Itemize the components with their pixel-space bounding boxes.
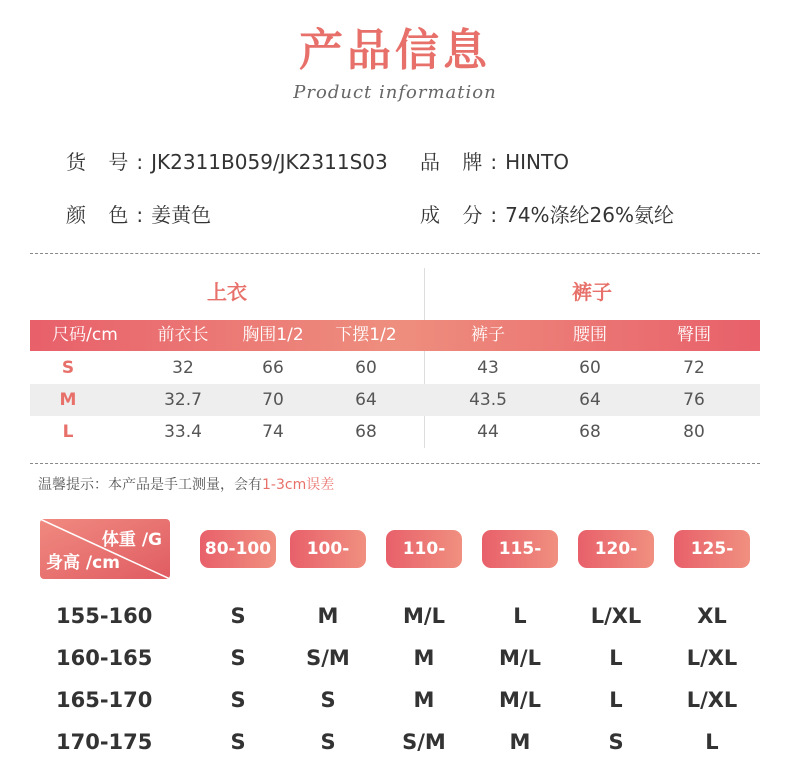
brand-info bbox=[420, 146, 569, 175]
col-header: 臀围 bbox=[677, 325, 711, 345]
recommended-size: S bbox=[230, 688, 246, 712]
sku-label: 货 号: bbox=[66, 150, 152, 174]
sku-info bbox=[66, 146, 388, 175]
recommended-size: S bbox=[230, 604, 246, 628]
recommended-size: M bbox=[413, 646, 435, 670]
table-cell: 72 bbox=[683, 358, 705, 378]
brand-label: 品 牌: bbox=[420, 150, 506, 174]
recommended-size: L bbox=[705, 730, 719, 754]
sku-value: JK2311B059/JK2311S03 bbox=[151, 150, 388, 174]
recommended-size: S bbox=[320, 688, 336, 712]
height-range-label: 160-165 bbox=[56, 646, 153, 670]
weight-range-pill: 100-110 bbox=[290, 530, 366, 568]
table-cell: 68 bbox=[355, 422, 377, 442]
table-cell: 60 bbox=[579, 358, 601, 378]
table-cell: 68 bbox=[579, 422, 601, 442]
measurement-note bbox=[38, 474, 334, 494]
page-subtitle: Product information bbox=[293, 82, 497, 103]
weight-range-pill: 125-135 bbox=[674, 530, 750, 568]
recommended-size: M bbox=[509, 730, 531, 754]
table-cell: 43.5 bbox=[469, 390, 507, 410]
recommended-size: L bbox=[609, 646, 623, 670]
recommended-size: M bbox=[413, 688, 435, 712]
weight-range-pill: 120-125 bbox=[578, 530, 654, 568]
height-axis-label: 身高 /cm bbox=[46, 553, 120, 573]
table-cell: 32.7 bbox=[164, 390, 202, 410]
table-cell: 64 bbox=[579, 390, 601, 410]
table-cell: 74 bbox=[262, 422, 284, 442]
table-cell: 32 bbox=[172, 358, 194, 378]
recommended-size: L bbox=[513, 604, 527, 628]
divider-bottom bbox=[30, 463, 760, 464]
table-cell: 44 bbox=[477, 422, 499, 442]
col-header: 裤子 bbox=[471, 325, 505, 345]
brand-value: HINTO bbox=[505, 150, 569, 174]
weight-range-pill: 80-100 bbox=[200, 530, 276, 568]
recommended-size: L bbox=[609, 688, 623, 712]
weight-axis-label: 体重 /G bbox=[101, 530, 162, 550]
table-cell: 33.4 bbox=[164, 422, 202, 442]
divider-top bbox=[30, 253, 760, 254]
material-label: 成 分: bbox=[420, 203, 506, 227]
weight-range-pill: 110-115 bbox=[386, 530, 462, 568]
size-label: M bbox=[59, 390, 77, 410]
height-range-label: 155-160 bbox=[56, 604, 153, 628]
note-highlight: 1-3cm误差 bbox=[262, 477, 335, 493]
color-info bbox=[66, 199, 211, 228]
col-header: 尺码/cm bbox=[52, 325, 118, 345]
page-title: 产品信息 bbox=[299, 25, 491, 76]
material-value: 74%涤纶26%氨纶 bbox=[505, 203, 675, 227]
recommended-size: S bbox=[230, 646, 246, 670]
size-label: L bbox=[62, 422, 74, 442]
height-range-label: 165-170 bbox=[56, 688, 153, 712]
recommended-size: S/M bbox=[402, 730, 446, 754]
table-cell: 80 bbox=[683, 422, 705, 442]
size-label: S bbox=[61, 358, 75, 378]
top-section-title: 上衣 bbox=[207, 280, 247, 304]
weight-range-pill: 115-120 bbox=[482, 530, 558, 568]
fit-table-corner bbox=[40, 519, 170, 579]
recommended-size: L/XL bbox=[686, 688, 738, 712]
recommended-size: M/L bbox=[403, 604, 445, 628]
table-cell: 64 bbox=[355, 390, 377, 410]
table-cell: 43 bbox=[477, 358, 499, 378]
recommended-size: S bbox=[608, 730, 624, 754]
recommended-size: L/XL bbox=[590, 604, 642, 628]
recommended-size: S/M bbox=[306, 646, 350, 670]
table-cell: 70 bbox=[262, 390, 284, 410]
recommended-size: S bbox=[320, 730, 336, 754]
pants-section-title: 裤子 bbox=[572, 280, 612, 304]
col-header: 腰围 bbox=[573, 325, 607, 345]
recommended-size: S bbox=[230, 730, 246, 754]
recommended-size: M/L bbox=[499, 646, 541, 670]
col-header: 前衣长 bbox=[157, 325, 209, 345]
table-cell: 60 bbox=[355, 358, 377, 378]
height-range-label: 170-175 bbox=[56, 730, 153, 754]
color-label: 颜 色: bbox=[66, 203, 152, 227]
color-value: 姜黄色 bbox=[151, 203, 212, 227]
note-text: 温馨提示：本产品是手工测量，会有 bbox=[38, 477, 262, 493]
table-cell: 76 bbox=[683, 390, 705, 410]
col-header: 下摆1/2 bbox=[335, 325, 397, 345]
recommended-size: M/L bbox=[499, 688, 541, 712]
material-info bbox=[420, 199, 674, 228]
recommended-size: M bbox=[317, 604, 339, 628]
recommended-size: XL bbox=[697, 604, 727, 628]
col-header: 胸围1/2 bbox=[242, 325, 304, 345]
table-cell: 66 bbox=[262, 358, 284, 378]
recommended-size: L/XL bbox=[686, 646, 738, 670]
